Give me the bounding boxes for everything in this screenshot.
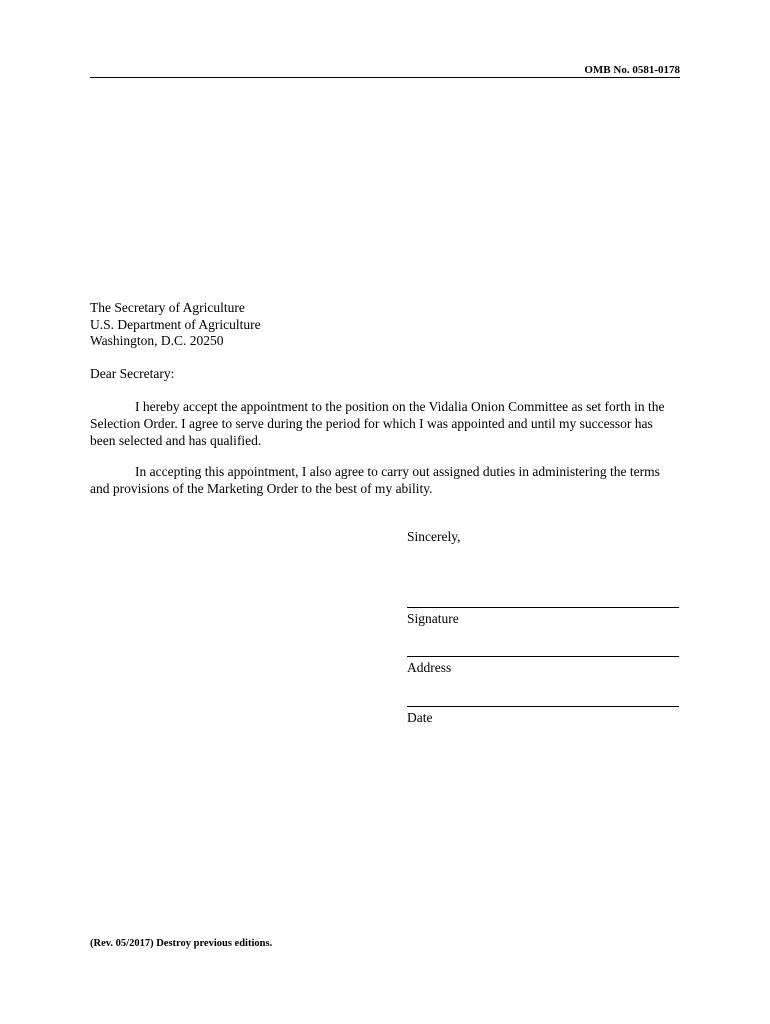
revision-footer: (Rev. 05/2017) Destroy previous editions. [90,938,273,949]
body-paragraph-2: In accepting this appointment, I also agree to carry out assigned duties in administering the terms and provisions of the Marketing Order to the best of my ability. [90,464,660,496]
header-rule [90,77,680,78]
salutation: Dear Secretary: [90,366,175,381]
address-field[interactable] [407,656,679,677]
recipient-line-1: The Secretary of Agriculture [90,300,245,315]
recipient-line-2: U.S. Department of Agriculture [90,316,261,332]
recipient-address [90,300,261,350]
body-paragraph-1: I hereby accept the appointment to the position on the Vidalia Onion Committee as set forth in the Selection Order. I agree to serve during the period for which I was appointed and until my successor has been selected and has qualified. [90,399,665,448]
omb-number: OMB No. 0581-0178 [584,64,680,76]
closing: Sincerely, [407,529,461,544]
signature-line[interactable] [407,607,679,608]
signature-label: Signature [407,611,459,626]
date-label: Date [407,710,433,725]
signature-field[interactable] [407,607,679,628]
date-line[interactable] [407,706,679,707]
address-line[interactable] [407,656,679,657]
recipient-line-3: Washington, D.C. 20250 [90,333,224,348]
address-label: Address [407,660,452,675]
date-field[interactable] [407,706,679,727]
